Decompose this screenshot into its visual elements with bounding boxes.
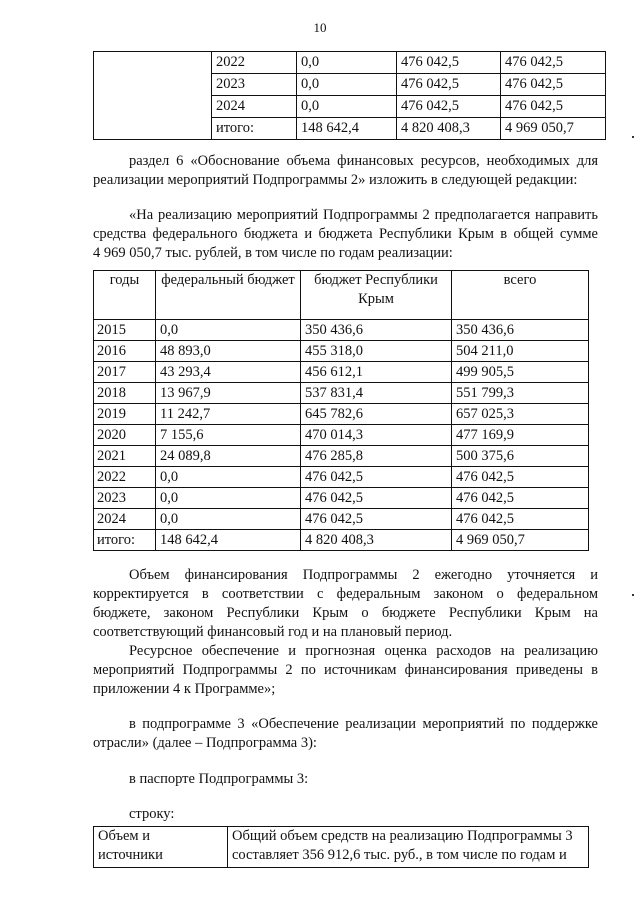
table-row: 2019 11 242,7 645 782,6 657 025,3 xyxy=(94,404,589,425)
table-row: 2022 0,0 476 042,5 476 042,5 xyxy=(94,52,606,74)
table-row: 2022 0,0 476 042,5 476 042,5 xyxy=(94,467,589,488)
section6-line-2: реализации мероприятий Подпрограммы 2» изложить в следующей редакции: xyxy=(93,172,578,188)
financing-line-3: бюджете, законом Республики Крым о бюджете Республики Крым на xyxy=(93,605,598,621)
page-number: 10 xyxy=(313,20,327,35)
volume-sources-value: Общий объем средств на реализацию Подпрограммы 3 составляет 356 912,6 тыс. руб., в том числе по годам и xyxy=(228,827,589,868)
funding-intro-line-1: «На реализацию мероприятий Подпрограммы 2 предполагается направить xyxy=(129,207,598,223)
header-federal: федеральный бюджет xyxy=(156,271,301,320)
section6-line-1: раздел 6 «Обоснование объема финансовых ресурсов, необходимых для xyxy=(129,153,598,169)
row-line: строку: xyxy=(129,806,175,822)
subprogram3-passport-table xyxy=(93,826,589,868)
table-row: 2015 0,0 350 436,6 350 436,6 xyxy=(94,320,589,341)
table-total-row: итого: 148 642,4 4 820 408,3 4 969 050,7 xyxy=(94,530,589,551)
table-row: 2018 13 967,9 537 831,4 551 799,3 xyxy=(94,383,589,404)
table-row: 2023 0,0 476 042,5 476 042,5 xyxy=(94,488,589,509)
header-regional: бюджет Республики Крым xyxy=(301,271,452,320)
scan-mark xyxy=(632,136,634,138)
table-row xyxy=(94,827,589,868)
table-row: итого: 148 642,4 4 820 408,3 4 969 050,7 xyxy=(94,118,606,140)
subprogram3-line-2: отрасли» (далее – Подпрограмма 3): xyxy=(93,735,317,751)
table-row: 2016 48 893,0 455 318,0 504 211,0 xyxy=(94,341,589,362)
table-row: 2024 0,0 476 042,5 476 042,5 xyxy=(94,96,606,118)
table-row: 2020 7 155,6 470 014,3 477 169,9 xyxy=(94,425,589,446)
passport-line: в паспорте Подпрограммы 3: xyxy=(129,771,309,787)
resource-line-2: мероприятий Подпрограммы 2 по источникам финансирования приведены в xyxy=(93,662,598,678)
empty-merged-cell xyxy=(94,52,212,140)
financing-line-4: соответствующий финансовый год и на плановый период. xyxy=(93,624,453,640)
top-funding-table xyxy=(93,51,606,140)
subprogram3-line-1: в подпрограмме 3 «Обеспечение реализации мероприятий по поддержке xyxy=(129,716,598,732)
financing-line-1: Объем финансирования Подпрограммы 2 ежегодно уточняется и xyxy=(129,567,598,583)
table-row: 2017 43 293,4 456 612,1 499 905,5 xyxy=(94,362,589,383)
header-years: годы xyxy=(94,271,156,320)
table-row: 2023 0,0 476 042,5 476 042,5 xyxy=(94,74,606,96)
table-row: 2024 0,0 476 042,5 476 042,5 xyxy=(94,509,589,530)
resource-line-1: Ресурсное обеспечение и прогнозная оценка расходов на реализацию xyxy=(129,643,598,659)
funding-intro-line-3: 4 969 050,7 тыс. рублей, в том числе по годам реализации: xyxy=(93,245,453,261)
table-header-row xyxy=(94,271,589,320)
financing-line-2: корректируется в соответствии с федеральным законом о федеральном xyxy=(93,586,598,602)
funding-intro-line-2: средства федерального бюджета и бюджета Республики Крым в общей сумме xyxy=(93,226,598,242)
resource-line-3: приложении 4 к Программе»; xyxy=(93,681,276,697)
header-total: всего xyxy=(452,271,589,320)
funding-by-year-table xyxy=(93,270,589,551)
volume-sources-label: Объем и источники xyxy=(94,827,228,868)
scan-mark xyxy=(632,594,634,596)
table-row: 2021 24 089,8 476 285,8 500 375,6 xyxy=(94,446,589,467)
